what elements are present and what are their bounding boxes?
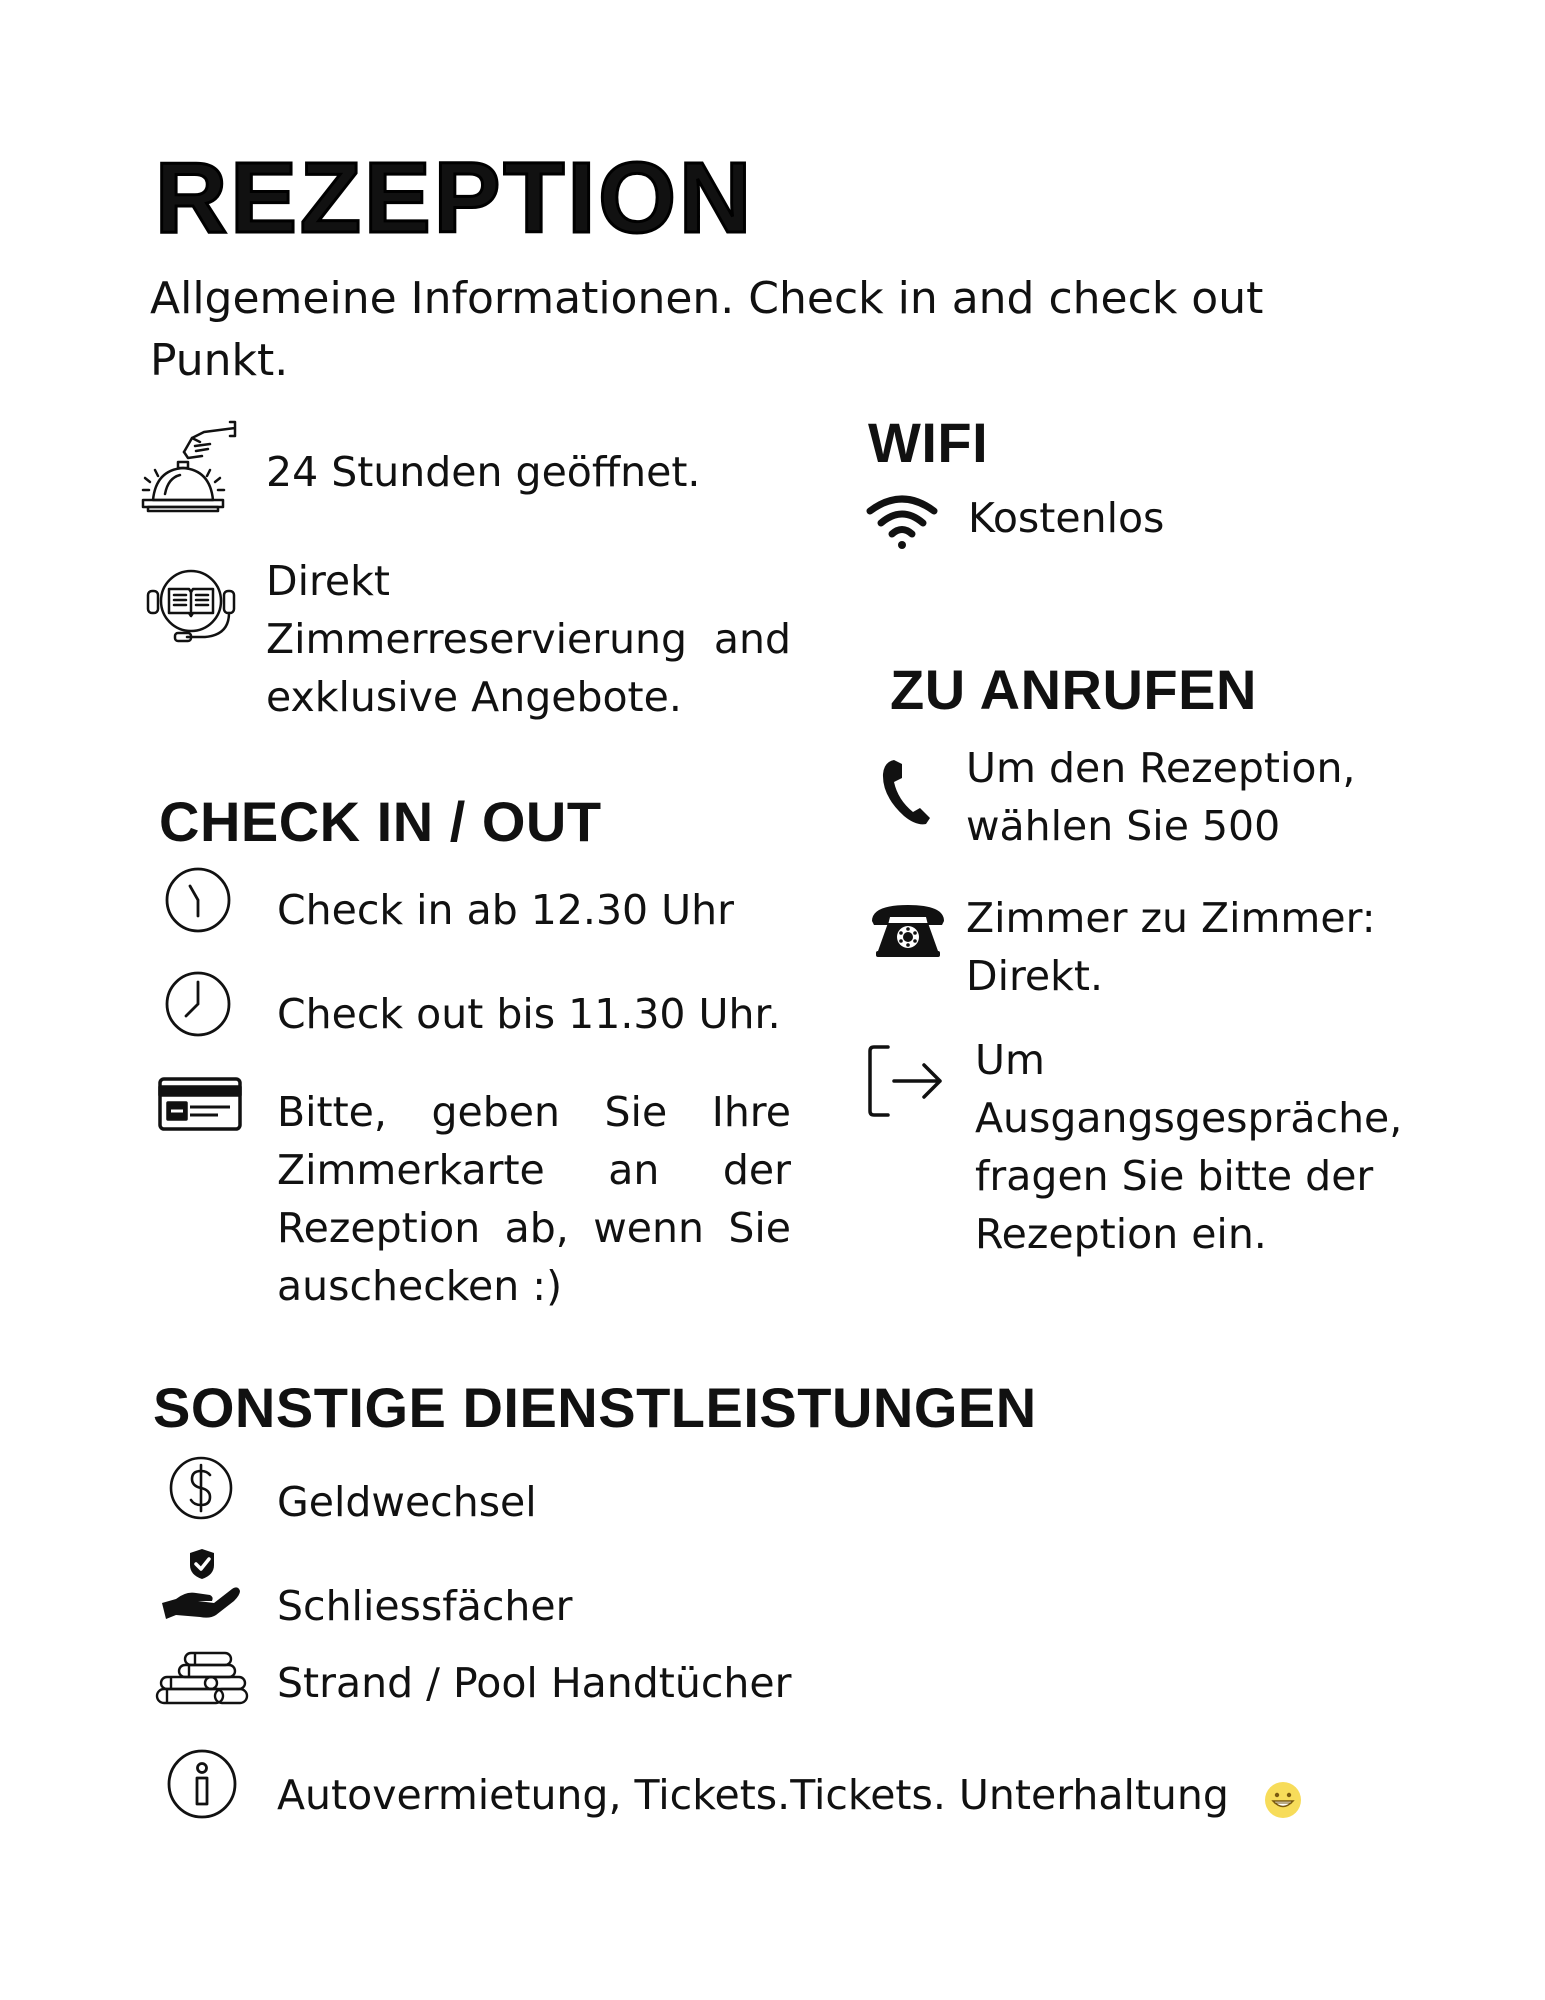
headset-book-icon — [145, 565, 237, 647]
wifi-text: Kostenlos — [968, 494, 1165, 542]
phone-icon — [880, 758, 934, 828]
checkin-text: Check in ab 12.30 Uhr — [277, 886, 735, 934]
calls-reception: Um den Rezeption, wählen Sie 500 — [966, 744, 1356, 850]
clock-icon — [164, 866, 232, 934]
service-lockers: Schliessfächer — [277, 1582, 573, 1630]
exit-icon — [866, 1043, 946, 1119]
info-icon — [166, 1748, 238, 1820]
calls-external: Um Ausgangsgespräche, fragen Sie bitte der Rezeption ein. — [975, 1036, 1403, 1258]
services-heading: SONSTIGE DIENSTLEISTUNGEN — [153, 1376, 1037, 1439]
service-currency: Geldwechsel — [277, 1478, 537, 1526]
telephone-icon — [868, 901, 948, 959]
room-card-text: Bitte, geben Sie Ihre Zimmerkarte an der Rezeption ab, wenn Sie auschecken :) — [277, 1088, 791, 1310]
towels-icon — [155, 1650, 249, 1708]
service-towels: Strand / Pool Handtücher — [277, 1659, 792, 1707]
intro-text: Allgemeine Informationen. Check in and check out Punkt. — [150, 273, 1264, 386]
hand-shield-icon — [160, 1545, 242, 1625]
page-title: REZEPTION — [155, 142, 755, 254]
reception-hours: 24 Stunden geöffnet. — [266, 448, 701, 496]
checkinout-heading: CHECK IN / OUT — [159, 790, 602, 853]
bell-icon — [140, 418, 240, 516]
wifi-heading: WIFI — [868, 411, 989, 474]
dollar-icon — [168, 1455, 234, 1521]
calls-heading: ZU ANRUFEN — [890, 658, 1257, 721]
checkout-text: Check out bis 11.30 Uhr. — [277, 990, 781, 1038]
wifi-icon — [866, 493, 938, 551]
service-info: Autovermietung, Tickets.Tickets. Unterhaltung — [277, 1771, 1229, 1819]
room-card-icon — [158, 1077, 242, 1131]
clock-icon — [164, 970, 232, 1038]
calls-room: Zimmer zu Zimmer: Direkt. — [966, 894, 1376, 1000]
grinning-emoji-icon — [1265, 1782, 1301, 1818]
reception-booking: Direkt Zimmerreservierung and exklusive Angebote. — [266, 557, 791, 721]
